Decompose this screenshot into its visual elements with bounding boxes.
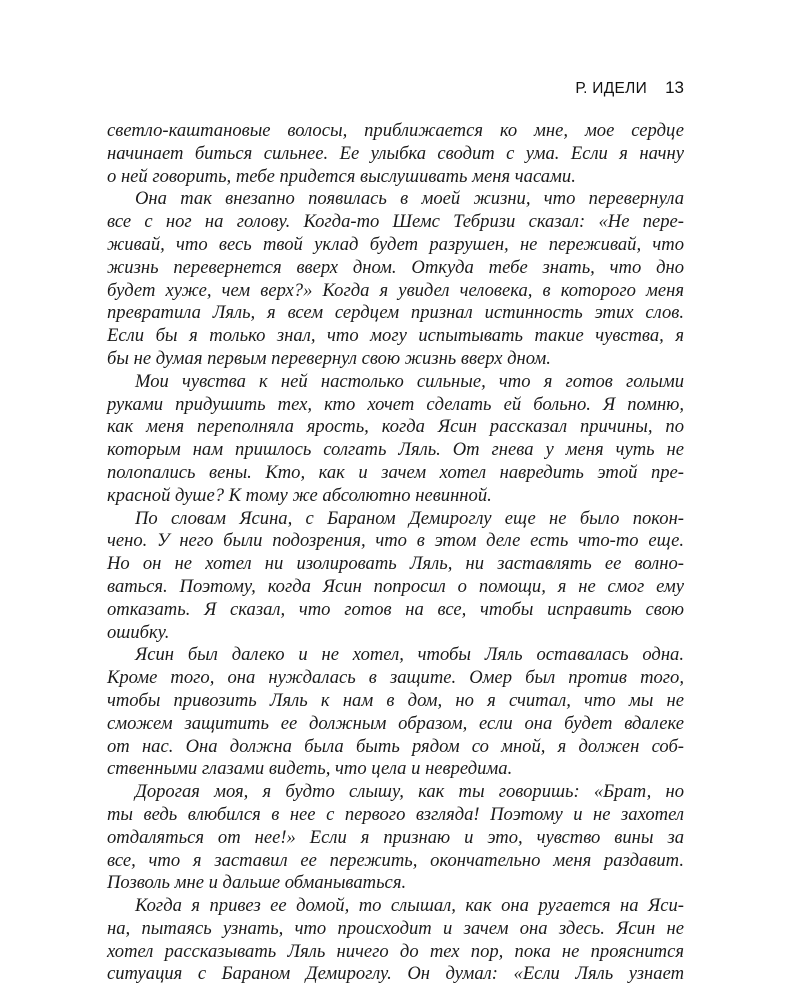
text-line: Мои чувства к ней настолько сильные, что я готов голыми [135, 370, 684, 392]
text-line: от нас. Она должна была быть рядом со мной, я должен соб- [107, 735, 684, 757]
text-line: руками придушить тех, кто хочет сделать ей больно. Я помню, [107, 393, 684, 415]
text-line: Кроме того, она нуждалась в защите. Омер был против того, [107, 667, 684, 689]
paragraph [107, 120, 684, 188]
paragraph [107, 781, 684, 895]
text-line: полопались вены. Кто, как и зачем хотел навредить этой пре- [107, 461, 684, 483]
text-line: ошибку. [107, 621, 170, 643]
text-line: о ней говорить, тебе придется выслушивать меня часами. [107, 165, 576, 187]
text-line: начинает биться сильнее. Ее улыбка сводит с ума. Если я начну [107, 142, 684, 164]
paragraph [107, 371, 684, 508]
text-line: светло-каштановые волосы, приближается ко мне, мое сердце [107, 120, 684, 141]
text-line: красной душе? К тому же абсолютно невинной. [107, 484, 492, 506]
paragraph [107, 188, 684, 370]
running-header-author: Р. ИДЕЛИ [575, 80, 648, 97]
text-line: как меня переполняла ярость, когда Ясин рассказал причины, по [107, 416, 684, 438]
text-line: По словам Ясина, с Бараном Демироглу еще не было покон- [135, 507, 684, 529]
text-line: чтобы привозить Ляль к нам в дом, но я считал, что мы не [107, 689, 684, 711]
text-line: бы не думая первым перевернул свою жизнь вверх дном. [107, 347, 551, 369]
text-line: хотел рассказывать Ляль ничего до тех пор, пока не прояснится [107, 940, 684, 962]
text-line: Если бы я только знал, что могу испытывать такие чувства, я [107, 325, 684, 347]
text-line: ваться. Поэтому, когда Ясин попросил о помощи, я не смог ему [107, 575, 684, 597]
text-line: все с ног на голову. Когда-то Шемс Тебризи сказал: «Не пере- [107, 211, 684, 233]
text-line: ты ведь влюбился в нее с первого взгляда! Поэтому и не захотел [107, 803, 684, 825]
paragraph [107, 644, 684, 781]
text-line: Она так внезапно появилась в моей жизни, что перевернула [135, 188, 684, 210]
text-line: отдаляться от нее!» Если я признаю и это, чувство вины за [107, 826, 684, 848]
text-line: жизнь перевернется вверх дном. Откуда тебе знать, что дно [107, 256, 684, 278]
text-line: Когда я привез ее домой, то слышал, как она ругается на Яси- [135, 895, 684, 917]
body-text [107, 120, 684, 986]
text-line: все, что я заставил ее пережить, окончательно меня раздавит. [107, 849, 684, 871]
text-line: которым нам пришлось солгать Ляль. От гнева у меня чуть не [107, 439, 684, 461]
text-line: Но он не хотел ни изолировать Ляль, ни заставлять ее волно- [107, 553, 684, 575]
text-line: Ясин был далеко и не хотел, чтобы Ляль оставалась одна. [135, 644, 684, 666]
text-line: будет хуже, чем верх?» Когда я увидел человека, в которого меня [107, 279, 684, 301]
text-line: чено. У него были подозрения, что в этом деле есть что-то еще. [107, 530, 684, 552]
page-number: 13 [665, 78, 684, 97]
text-line: отказать. Я сказал, что готов на все, чтобы исправить свою [107, 598, 684, 620]
text-line: на, пытаясь узнать, что происходит и зачем она здесь. Ясин не [107, 917, 684, 939]
text-line: превратила Ляль, я всем сердцем признал истинность этих слов. [107, 302, 684, 324]
paragraph [107, 508, 684, 645]
text-line: Дорогая моя, я будто слышу, как ты говоришь: «Брат, но [135, 781, 684, 803]
text-line: ственными глазами видеть, что цела и невредима. [107, 758, 513, 780]
running-header [460, 78, 684, 98]
text-line: Позволь мне и дальше обманываться. [107, 872, 407, 894]
text-line: сможем защитить ее должным образом, если она будет вдалеке [107, 712, 684, 734]
text-line: живай, что весь твой уклад будет разрушен, не переживай, что [107, 233, 684, 255]
text-line: ситуация с Бараном Демироглу. Он думал: «Если Ляль узнает [107, 963, 684, 985]
paragraph [107, 895, 684, 986]
